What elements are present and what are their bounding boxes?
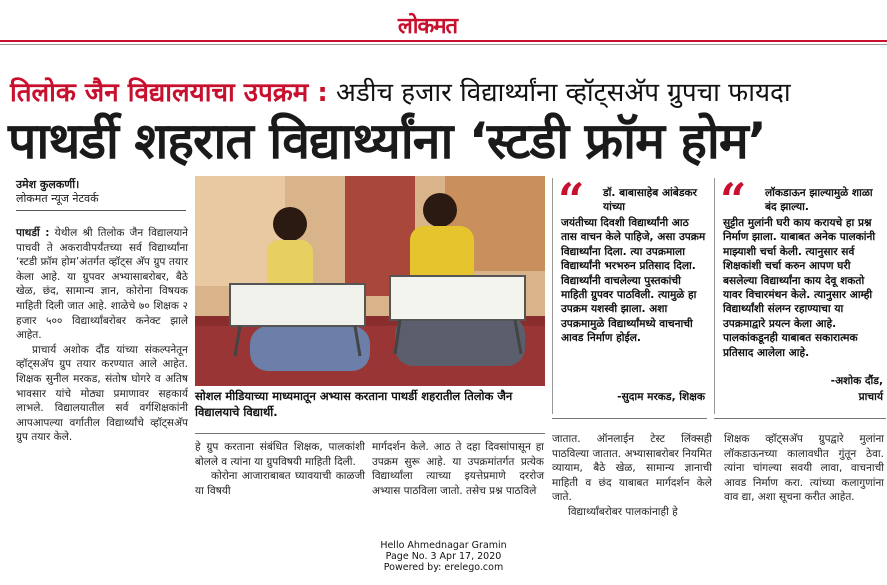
quote-mark-icon: “: [720, 173, 747, 227]
byline-agency: लोकमत न्यूज नेटवर्क: [16, 192, 99, 205]
article-paragraph: मार्गदर्शन केले. आठ ते दहा दिवसांपासून हा उपक्रम सुरू आहे. या उपक्रमांतर्गत प्रत्येक विद्यार्थ्यांला त्याच्या इयत्तेप्रमाणे दररोज अभ्यास पाठविला जातो. तसेच प्रश्न पाठविले: [372, 441, 544, 497]
dateline: पाथर्डी :: [16, 227, 50, 239]
masthead-rule-thin: [0, 44, 887, 45]
photo-caption: सोशल मीडियाच्या माध्यमातून अभ्यास करताना पाथर्डी शहरातील तिलोक जैन विद्यालयाचे विद्यार्थी.: [195, 389, 513, 419]
article-column-5: [724, 432, 884, 505]
news-photo: [195, 176, 545, 386]
article-paragraph: कोरोना आजाराबाबत घ्यावयाची काळजी या विषयी: [195, 470, 365, 497]
article-column-2: [195, 440, 365, 498]
quote-attribution: -सुदाम मरकड, शिक्षक: [617, 391, 705, 403]
page-footer: [300, 540, 587, 573]
lokmat-logo: लोकमत: [397, 13, 458, 39]
quote-box-sudam: [552, 173, 708, 414]
article-column-3: [372, 440, 544, 498]
byline-name: उमेश कुलकर्णी।: [16, 178, 80, 191]
article-column-4: [552, 432, 712, 520]
article-column-1: [16, 226, 188, 445]
kicker-red: तिलोक जैन विद्यालयाचा उपक्रम :: [10, 78, 328, 108]
footer-page: Page No. 3 Apr 17, 2020: [385, 551, 502, 562]
kicker-black: अडीच हजार विद्यार्थ्यांना व्हॉट्सअ‍ॅप ग्रुपचा फायदा: [336, 78, 791, 108]
article-paragraph: हे ग्रुप करताना संबंधित शिक्षक, पालकांशी बोलले व त्यांना या ग्रुपविषयी माहिती दिली.: [195, 441, 365, 468]
caption-rule: [195, 433, 545, 434]
article-paragraph: विद्यार्थ्यांबरोबर पालकांनाही हे: [568, 505, 678, 518]
quote-box-rule: [714, 418, 886, 419]
quote-box-ashok: [714, 173, 887, 414]
footer-powered: Powered by: erelego.com: [383, 562, 504, 573]
quote-body: सुट्टीत मुलांनी घरी काय करायचे हा प्रश्न निर्माण झाला. याबाबत अनेक पालकांनी माझ्याशी चर्चा केली. त्यानुसार सर्व शिक्षकांशी चर्चा करुन आपण घरी बसलेल्या विद्यार्थ्यांना काय देवू शकतो यावर विचारमंथन केले. त्यानुसार आम्ही विद्यार्थ्यांशी संलग्न रहाण्याचा या उपक्रमाद्वारे प्रयत्न केला आहे. पालकांकडूनही याबाबत सकारात्मक प्रतिसाद आलेला आहे.: [723, 217, 876, 359]
article-lead: येथील श्री तिलोक जैन विद्यालयाने पाचवी ते अकरावीपर्यंतच्या सर्व विद्यार्थ्यांना ‘स्टडी फ्रॉम होम’अंतर्गत व्हॉट्स अ‍ॅप ग्रुप तयार केला आहे. या ग्रुपवर अभ्यासाबरोबर, बैठे खेळ, छंद, सामान्य ज्ञान, कोरोना विषयक माहिती दिली जात आहे. शाळेचे ७० शिक्षक २ हजार ५०० विद्यार्थ्यांबरोबर कनेक्ट झाले आहेत.: [16, 227, 189, 342]
quote-mark-icon: “: [558, 173, 585, 227]
article-paragraph: शिक्षक व्हॉट्सअ‍ॅप ग्रुपद्वारे मुलांना लॉकडाऊनच्या कालावधीत गुंतून ठेवा. त्यांना चांगल्या सवयी लावा, वाचनाची आवड निर्माण करा. त्यांच्या कलागुणांना वाव द्या, अशा सूचना करीत आहेत.: [724, 433, 884, 504]
quote-attribution: -अशोक दौंड,: [830, 375, 883, 387]
article-paragraph: जातात. ऑनलाईन टेस्ट लिंक्सही पाठविल्या जातात. अभ्यासाबरोबर नियमित व्यायाम, बैठे खेळ, सामान्य ज्ञानाची माहिती व छंद याबाबत मार्गदर्शन केले जाते.: [552, 433, 712, 504]
masthead: [0, 0, 887, 40]
byline-rule: [16, 210, 186, 211]
article-paragraph: प्राचार्य अशोक दौंड यांच्या संकल्पनेतून व्हॉट्सअ‍ॅप ग्रुप तयार करण्यात आले आहेत. शिक्षक सुनील मरकड, संतोष घोगरे व अतिष भावसार यांचे मोठ्या प्रमाणावर सहकार्य लाभले. विद्यालयातील सर्व वर्गशिक्षकांनी आपआपल्या वर्गातील विद्यार्थ्यांचे व्हॉट्सअ‍ॅप ग्रुप तयार केले.: [16, 343, 188, 444]
quote-body: जयंतीच्या दिवशी विद्यार्थ्यांनी आठ तास वाचन केले पाहिजे, असा उपक्रम विद्यार्थ्यांना दिला. त्या उपक्रमाला विद्यार्थ्यांनी भरभरुन प्रतिसाद दिला. विद्यार्थ्यांनी वाचलेल्या पुस्तकांची माहिती ग्रुपवर पाठविली. त्यामुळे हा उपक्रम यशस्वी झाला. अशा उपक्रमामुळे विद्यार्थ्यांमध्ये वाचनाची आवड निर्माण होईल.: [561, 217, 706, 345]
quote-lead: लॉकडाऊन झाल्यामुळे शाळा बंद झाल्या.: [765, 187, 873, 214]
headline: पाथर्डी शहरात विद्यार्थ्यांना ‘स्टडी फ्रॉम होम’: [8, 112, 766, 170]
kicker: [10, 73, 880, 109]
byline: [16, 178, 191, 206]
quote-lead: डॉ. बाबासाहेब आंबेडकर यांच्या: [603, 187, 697, 214]
quote-role: प्राचार्य: [858, 391, 883, 403]
masthead-rule: [0, 40, 887, 42]
footer-edition: Hello Ahmednagar Gramin: [380, 540, 507, 551]
quote-box-rule: [552, 418, 707, 419]
